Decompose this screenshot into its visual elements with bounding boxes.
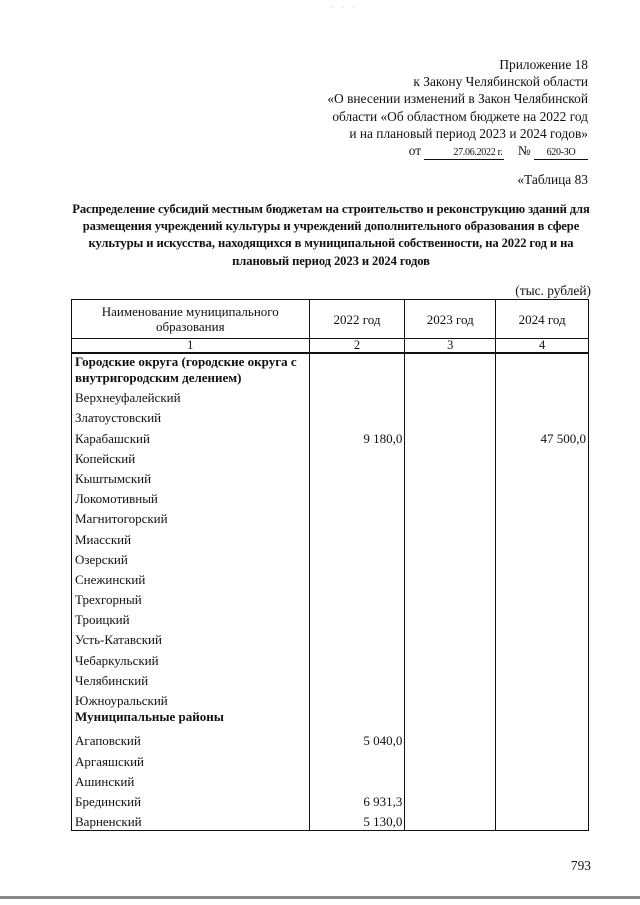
value-2023-cell bbox=[405, 487, 496, 507]
table-row bbox=[72, 689, 589, 709]
table-row bbox=[72, 790, 589, 810]
appendix-line: Приложение 18 bbox=[499, 57, 588, 72]
value-2023-cell bbox=[405, 628, 496, 648]
value-2024-cell bbox=[496, 507, 589, 527]
value-2024-cell bbox=[496, 386, 589, 406]
document-title: Распределение субсидий местным бюджетам на строительство и реконструкцию зданий для размещения учреждений культуры и учреждений дополнительного образования в сфере культуры и искусства, находящихся в муниципальной собственности, на 2022 год и на плановый период 2023 и 2024 годов bbox=[72, 202, 590, 268]
municipality-name-cell: Троицкий bbox=[72, 608, 310, 628]
value-2023-cell bbox=[405, 669, 496, 689]
value-2024-cell bbox=[496, 770, 589, 790]
value-2023-cell bbox=[405, 770, 496, 790]
header-2024: 2024 год bbox=[496, 300, 589, 339]
number-prefix: № bbox=[517, 143, 531, 159]
value-2024-cell bbox=[496, 527, 589, 547]
municipality-name-cell: Златоустовский bbox=[72, 406, 310, 426]
value-2022-cell bbox=[309, 648, 405, 668]
value-2023-cell bbox=[405, 447, 496, 467]
table-row bbox=[72, 770, 589, 790]
value-2022-cell bbox=[309, 527, 405, 547]
value-2024-cell bbox=[496, 467, 589, 487]
value-2023-cell bbox=[405, 810, 496, 831]
municipality-name-cell: Брединский bbox=[72, 790, 310, 810]
table-row bbox=[72, 447, 589, 467]
value-2024-cell bbox=[496, 648, 589, 668]
value-2022-cell: 5 040,0 bbox=[309, 729, 405, 749]
table-header-row bbox=[72, 300, 589, 339]
value-2024-cell bbox=[496, 689, 589, 709]
date-prefix: от bbox=[408, 143, 422, 159]
value-2022-cell bbox=[309, 353, 405, 386]
table-row bbox=[72, 548, 589, 568]
section-header-row bbox=[72, 709, 589, 729]
value-2023-cell bbox=[405, 790, 496, 810]
municipality-name-cell: Миасский bbox=[72, 527, 310, 547]
value-2024-cell bbox=[496, 810, 589, 831]
value-2022-cell bbox=[309, 588, 405, 608]
header-2023: 2023 год bbox=[405, 300, 496, 339]
table-row bbox=[72, 386, 589, 406]
table-row bbox=[72, 810, 589, 831]
table-row bbox=[72, 608, 589, 628]
value-2023-cell bbox=[405, 426, 496, 446]
appendix-block bbox=[288, 56, 588, 160]
municipality-name-cell: Кыштымский bbox=[72, 467, 310, 487]
value-2024-cell bbox=[496, 588, 589, 608]
subsidy-table bbox=[71, 299, 589, 831]
header-municipality: Наименование муниципального образования bbox=[72, 300, 310, 339]
table-row bbox=[72, 648, 589, 668]
value-2024-cell: 47 500,0 bbox=[496, 426, 589, 446]
value-2022-cell bbox=[309, 467, 405, 487]
value-2022-cell: 9 180,0 bbox=[309, 426, 405, 446]
value-2022-cell bbox=[309, 608, 405, 628]
value-2022-cell bbox=[309, 386, 405, 406]
value-2024-cell bbox=[496, 628, 589, 648]
scan-artifact: · · · bbox=[330, 2, 359, 12]
municipality-name-cell: Городские округа (городские округа с внутригородским делением) bbox=[72, 353, 310, 386]
value-2022-cell: 5 130,0 bbox=[309, 810, 405, 831]
table-body bbox=[72, 353, 589, 831]
date-number-line bbox=[288, 142, 588, 160]
law-number: 620-ЗО bbox=[534, 147, 588, 160]
column-number: 4 bbox=[496, 339, 589, 354]
table-row bbox=[72, 426, 589, 446]
section-header-row bbox=[72, 353, 589, 386]
municipality-name-cell: Аргаяшский bbox=[72, 749, 310, 769]
municipality-name-cell: Копейский bbox=[72, 447, 310, 467]
value-2024-cell bbox=[496, 353, 589, 386]
value-2024-cell bbox=[496, 790, 589, 810]
column-number: 2 bbox=[309, 339, 405, 354]
value-2022-cell bbox=[309, 447, 405, 467]
value-2024-cell bbox=[496, 568, 589, 588]
value-2023-cell bbox=[405, 406, 496, 426]
value-2024-cell bbox=[496, 749, 589, 769]
table-row bbox=[72, 628, 589, 648]
value-2022-cell bbox=[309, 487, 405, 507]
appendix-line: области «Об областном бюджете на 2022 год bbox=[332, 108, 588, 124]
municipality-name-cell: Агаповский bbox=[72, 729, 310, 749]
municipality-name-cell: Магнитогорский bbox=[72, 507, 310, 527]
appendix-line: к Закону Челябинской области bbox=[413, 74, 588, 90]
value-2022-cell bbox=[309, 749, 405, 769]
municipality-name-cell: Ашинский bbox=[72, 770, 310, 790]
table-row bbox=[72, 588, 589, 608]
value-2023-cell bbox=[405, 386, 496, 406]
value-2023-cell bbox=[405, 507, 496, 527]
table-row bbox=[72, 749, 589, 769]
page-number: 793 bbox=[570, 858, 591, 873]
value-2024-cell bbox=[496, 447, 589, 467]
value-2023-cell bbox=[405, 608, 496, 628]
value-2022-cell bbox=[309, 770, 405, 790]
municipality-name-cell: Муниципальные районы bbox=[72, 709, 310, 729]
table-row bbox=[72, 527, 589, 547]
table-row bbox=[72, 507, 589, 527]
column-number: 1 bbox=[72, 339, 310, 354]
municipality-name-cell: Озерский bbox=[72, 548, 310, 568]
value-2024-cell bbox=[496, 729, 589, 749]
value-2023-cell bbox=[405, 353, 496, 386]
table-reference: «Таблица 83 bbox=[517, 172, 588, 187]
value-2024-cell bbox=[496, 608, 589, 628]
value-2022-cell bbox=[309, 628, 405, 648]
value-2022-cell bbox=[309, 406, 405, 426]
value-2023-cell bbox=[405, 548, 496, 568]
table-row bbox=[72, 568, 589, 588]
municipality-name-cell: Чебаркульский bbox=[72, 648, 310, 668]
table-row bbox=[72, 669, 589, 689]
value-2023-cell bbox=[405, 648, 496, 668]
municipality-name-cell: Челябинский bbox=[72, 669, 310, 689]
value-2022-cell bbox=[309, 669, 405, 689]
value-2023-cell bbox=[405, 749, 496, 769]
value-2024-cell bbox=[496, 487, 589, 507]
date-value: 27.06.2022 г. bbox=[424, 147, 504, 160]
value-2023-cell bbox=[405, 709, 496, 729]
value-2022-cell bbox=[309, 507, 405, 527]
municipality-name-cell: Варненский bbox=[72, 810, 310, 831]
value-2022-cell bbox=[309, 568, 405, 588]
value-2023-cell bbox=[405, 467, 496, 487]
value-2023-cell bbox=[405, 689, 496, 709]
scan-bottom-edge bbox=[0, 896, 640, 899]
table-row bbox=[72, 729, 589, 749]
value-2024-cell bbox=[496, 709, 589, 729]
column-number-row bbox=[72, 339, 589, 354]
municipality-name-cell: Южноуральский bbox=[72, 689, 310, 709]
municipality-name-cell: Снежинский bbox=[72, 568, 310, 588]
value-2022-cell bbox=[309, 548, 405, 568]
municipality-name-cell: Карабашский bbox=[72, 426, 310, 446]
value-2022-cell bbox=[309, 709, 405, 729]
municipality-name-cell: Верхнеуфалейский bbox=[72, 386, 310, 406]
municipality-name-cell: Локомотивный bbox=[72, 487, 310, 507]
value-2024-cell bbox=[496, 669, 589, 689]
appendix-line: и на плановый период 2023 и 2024 годов» bbox=[349, 125, 588, 141]
municipality-name-cell: Трехгорный bbox=[72, 588, 310, 608]
header-2022: 2022 год bbox=[309, 300, 405, 339]
value-2024-cell bbox=[496, 548, 589, 568]
table-row bbox=[72, 406, 589, 426]
municipality-name-cell: Усть-Катавский bbox=[72, 628, 310, 648]
value-2024-cell bbox=[496, 406, 589, 426]
column-number: 3 bbox=[405, 339, 496, 354]
table-row bbox=[72, 487, 589, 507]
value-2022-cell bbox=[309, 689, 405, 709]
table-row bbox=[72, 467, 589, 487]
value-2023-cell bbox=[405, 568, 496, 588]
units-label: (тыс. рублей) bbox=[515, 283, 591, 298]
appendix-line: «О внесении изменений в Закон Челябинской bbox=[327, 91, 588, 107]
value-2023-cell bbox=[405, 729, 496, 749]
value-2023-cell bbox=[405, 588, 496, 608]
value-2023-cell bbox=[405, 527, 496, 547]
value-2022-cell: 6 931,3 bbox=[309, 790, 405, 810]
